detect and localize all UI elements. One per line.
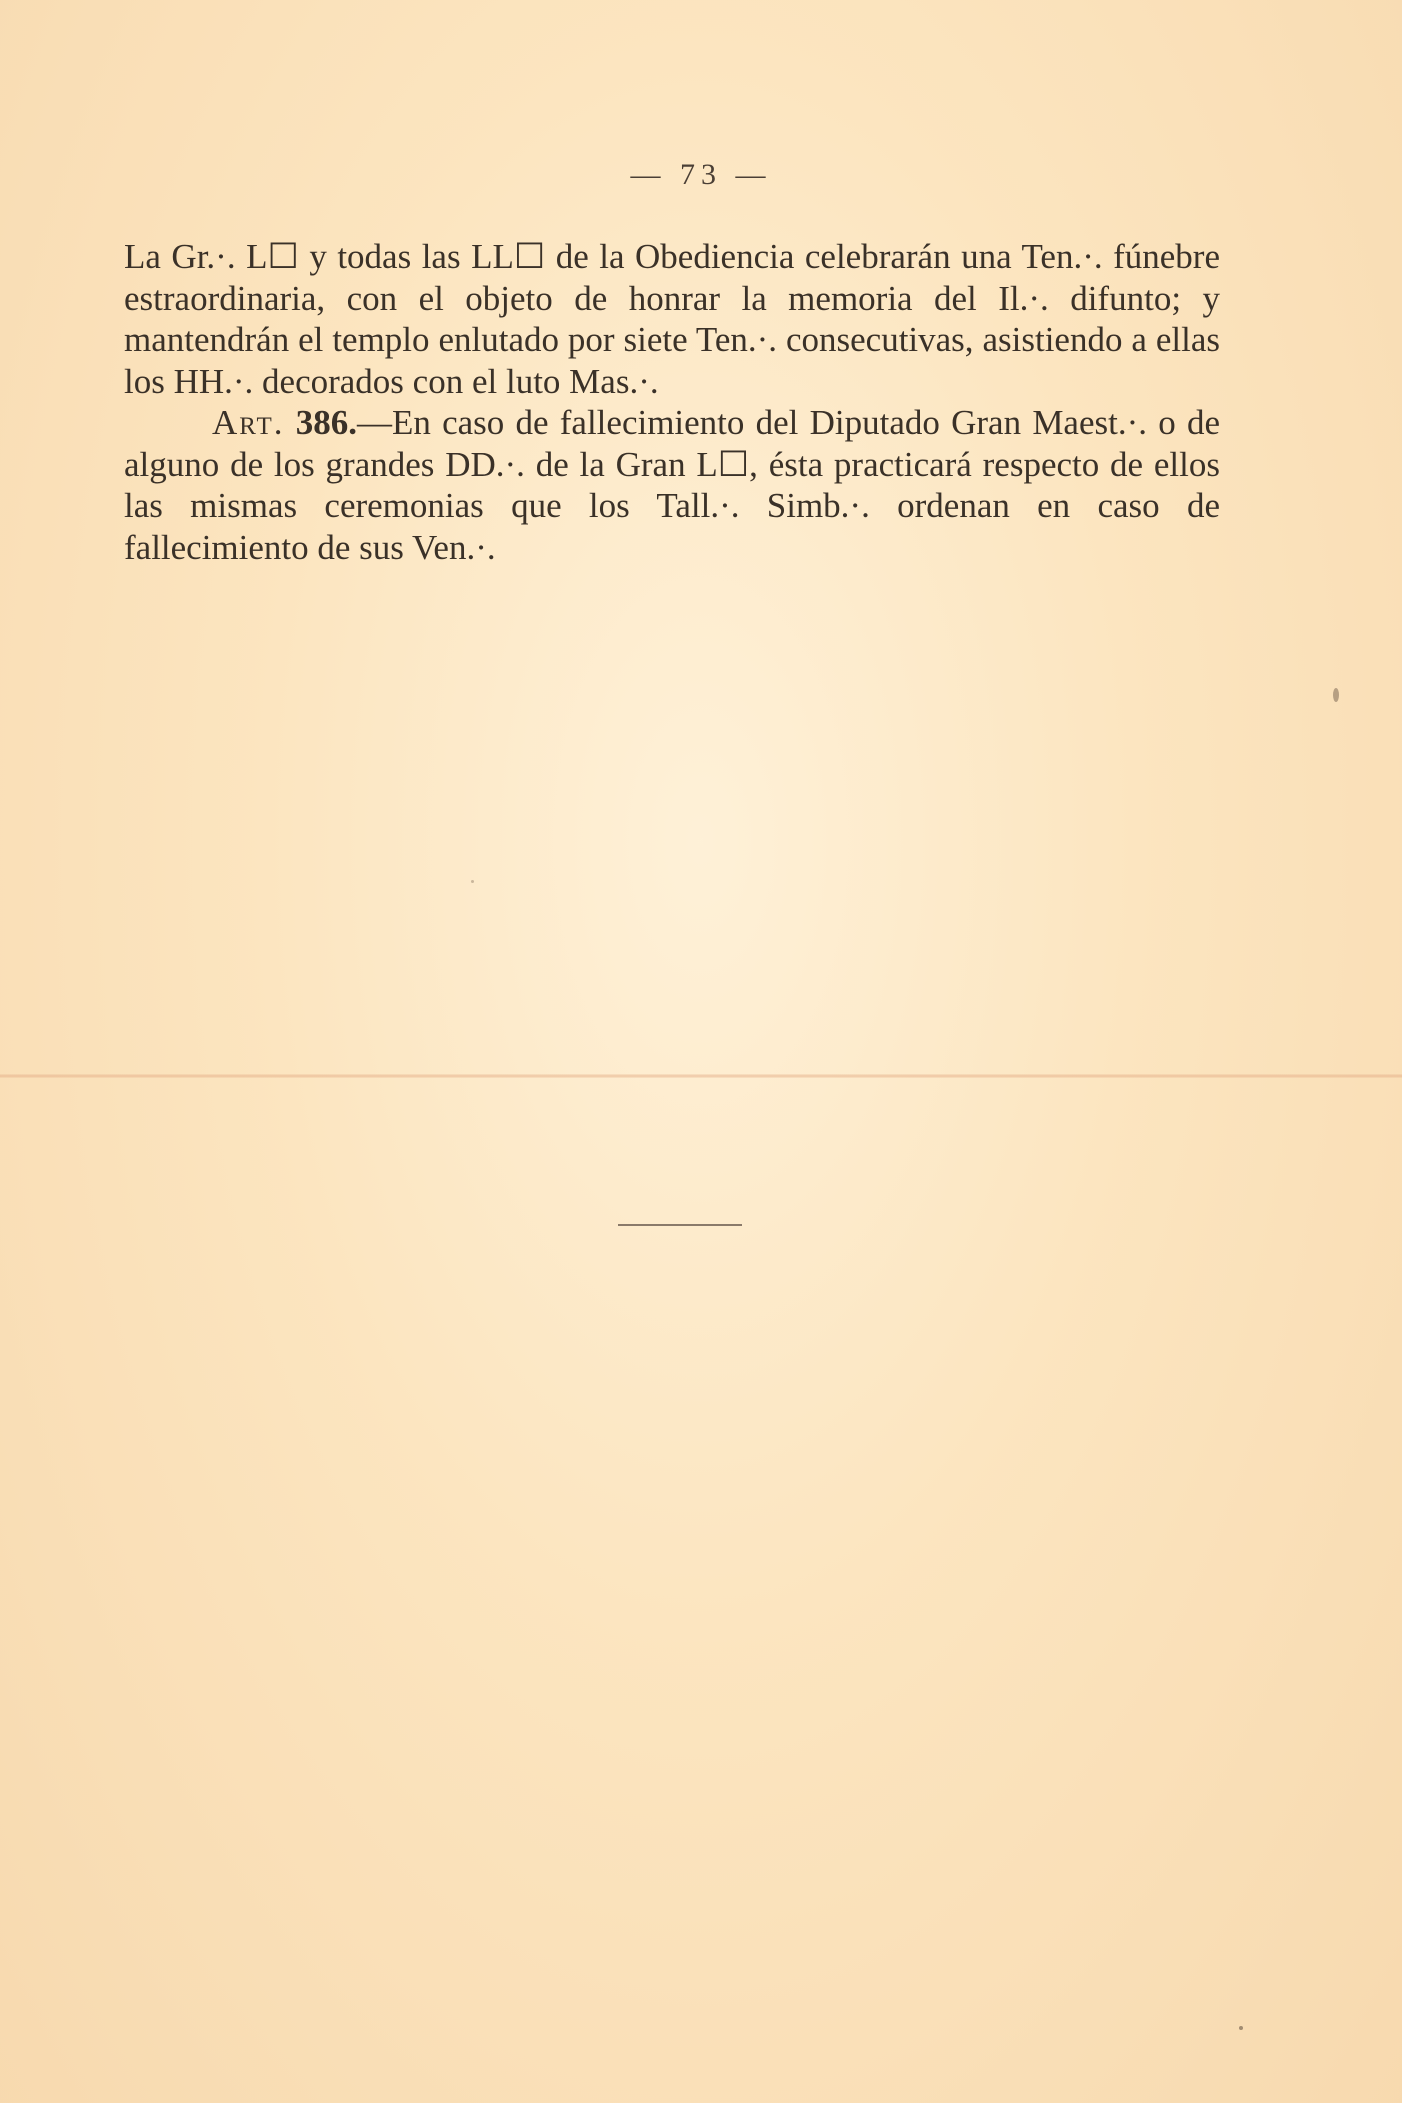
paper-fold-line — [0, 1074, 1402, 1078]
paper-speck — [1333, 688, 1339, 702]
paper-speck — [1239, 2026, 1243, 2030]
article-386 — [124, 402, 1220, 568]
section-end-rule — [618, 1224, 742, 1226]
article-text: —En caso de fallecimiento del Diputado Gran Maest.·. o de alguno de los grandes DD.·. de la Gran L☐, ésta practicará respecto de ellos las mismas ceremonias que los Tall.·. Simb.·. ordenan en caso de fallecimiento de sus Ven.·. — [124, 403, 1221, 567]
article-label: Art. — [212, 403, 285, 442]
page-number: — 73 — — [630, 158, 772, 191]
article-number: 386. — [295, 403, 357, 442]
paragraph-obediencia: La Gr.·. L☐ y todas las LL☐ de la Obediencia celebrarán una Ten.·. fúnebre estraordinaria, con el objeto de honrar la memoria del Il.·. difunto; y mantendrán el templo enlutado por siete Ten.·. consecutivas, asistiendo a ellas los HH.·. decorados con el luto Mas.·. — [124, 237, 1220, 401]
paper-speck — [471, 880, 474, 883]
body-text — [124, 236, 1220, 568]
